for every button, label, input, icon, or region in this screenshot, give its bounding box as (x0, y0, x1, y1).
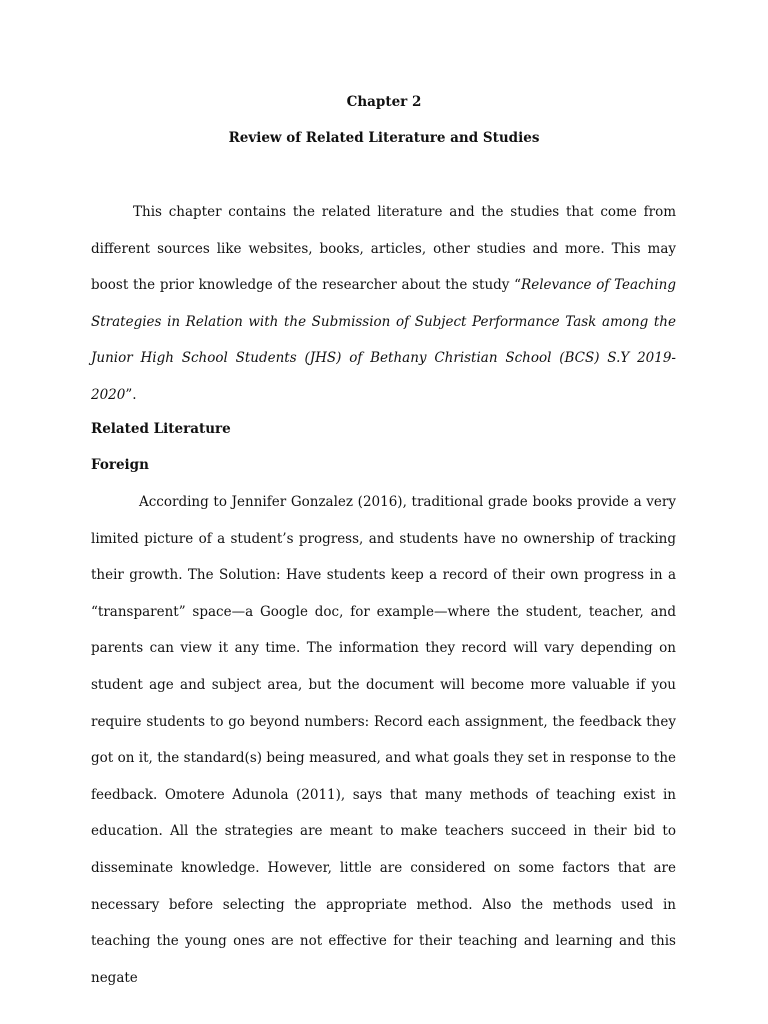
section-heading-foreign: Foreign (91, 457, 149, 473)
foreign-paragraph: According to Jennifer Gonzalez (2016), traditional grade books provide a very limited picture of a student’s progress, and students have no ownership of tracking their growth. The Solution: Have students keep a record of their own progress in a “transparent” space—a Google doc, for example—where the student, teacher, and parents can view it any time. The information they record will vary depending on student age and subject area, but the document will become more valuable if you require students to go beyond numbers: Record each assignment, the feedback they got on it, the standard(s) being measured, and what goals they set in response to the feedback. Omotere Adunola (2011), says that many methods of teaching exist in education. All the strategies are meant to make teachers succeed in their bid to disseminate knowledge. However, little are considered on some factors that are necessary before selecting the appropriate method. Also the methods used in teaching the young ones are not effective for their teaching and learning and this negate (91, 494, 676, 986)
chapter-title: Chapter 2 (346, 94, 422, 110)
section-heading-related-literature: Related Literature (91, 421, 231, 437)
intro-text-start: This chapter contains the related literature and the studies that come from different sources like websites, books, articles, other studies and more. This may boost the prior knowledge of the researcher about the study “ (91, 204, 676, 294)
chapter-subtitle: Review of Related Literature and Studies (228, 130, 540, 146)
intro-paragraph (91, 194, 676, 414)
intro-text-end: ”. (125, 386, 137, 403)
study-title: Relevance of Teaching Strategies in Relation with the Submission of Subject Performance Task among the Junior High School Students (JHS) of Bethany Christian School (BCS) S.Y 2019-2020 (91, 277, 676, 403)
